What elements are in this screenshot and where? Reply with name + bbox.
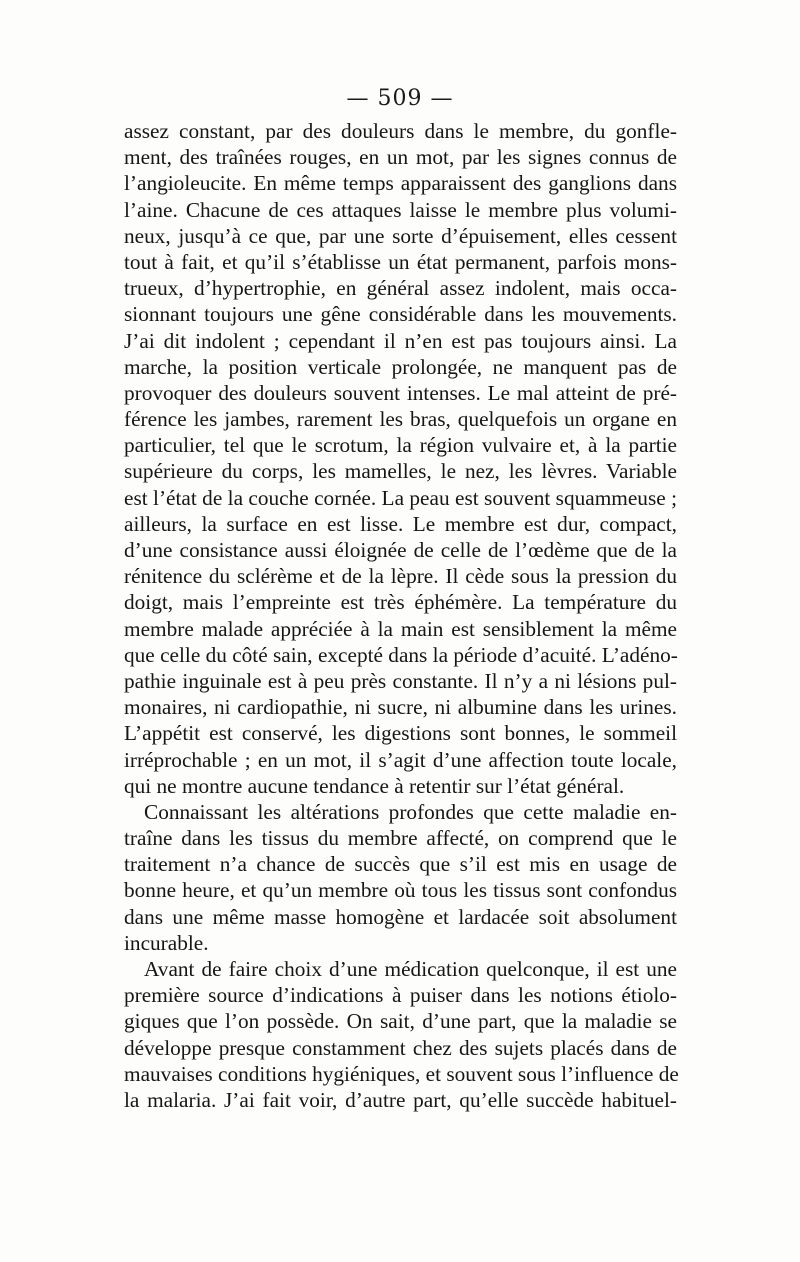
text-line: supérieure du corps, les mamelles, le nez, les lèvres. Variable [124, 459, 677, 484]
text-line: tout à fait, et qu’il s’établisse un état permanent, parfois mons- [124, 249, 677, 274]
text-line: J’ai dit indolent ; cependant il n’en est pas toujours ainsi. La [124, 328, 677, 353]
text-line: giques que l’on possède. On sait, d’une part, que la maladie se [124, 1009, 677, 1034]
text-line: l’angioleucite. En même temps apparaissent des ganglions dans [124, 171, 677, 196]
text-line: pathie inguinale est à peu près constante. Il n’y a ni lésions pul- [124, 668, 677, 693]
text-line: ailleurs, la surface en est lisse. Le membre est dur, compact, [124, 511, 677, 536]
text-line: que celle du côté sain, excepté dans la période d’acuité. L’adéno- [124, 642, 678, 667]
text-line: première source d’indications à puiser dans les notions étiolo- [124, 983, 677, 1008]
text-line: trueux, d’hypertrophie, en général assez indolent, mais occa- [124, 276, 677, 301]
text-line: traîne dans les tissus du membre affecté, on comprend que le [124, 826, 677, 851]
text-line: marche, la position verticale prolongée, ne manquent pas de [124, 354, 677, 379]
text-line: irréprochable ; en un mot, il s’agit d’une affection toute locale, [124, 747, 677, 772]
text-line: rénitence du sclérème et de la lèpre. Il cède sous la pression du [124, 564, 677, 589]
text-line: mauvaises conditions hygiéniques, et souvent sous l’influence de [124, 1061, 679, 1086]
body-text [124, 118, 677, 1113]
text-line: qui ne montre aucune tendance à retentir sur l’état général. [124, 773, 625, 798]
text-line: est l’état de la couche cornée. La peau est souvent squammeuse ; [124, 485, 677, 510]
text-line: doigt, mais l’empreinte est très éphémère. La température du [124, 590, 677, 615]
text-line: férence les jambes, rarement les bras, quelquefois un organe en [124, 407, 677, 432]
text-line: traitement n’a chance de succès que s’il est mis en usage de [124, 852, 677, 877]
text-line: particulier, tel que le scrotum, la région vulvaire et, à la partie [124, 433, 677, 458]
text-line: membre malade appréciée à la main est sensiblement la même [124, 616, 677, 641]
text-line: L’appétit est conservé, les digestions sont bonnes, le sommeil [124, 721, 677, 746]
text-line: l’aine. Chacune de ces attaques laisse le membre plus volumi- [124, 197, 677, 222]
page-number: — 509 — [346, 86, 454, 111]
text-line: dans une même masse homogène et lardacée soit absolument [124, 904, 677, 929]
text-line: Connaissant les altérations profondes que cette maladie en- [144, 799, 677, 824]
text-line: ment, des traînées rouges, en un mot, par les signes connus de [124, 145, 677, 170]
text-line: monaires, ni cardiopathie, ni sucre, ni albumine dans les urines. [124, 695, 677, 720]
text-line: assez constant, par des douleurs dans le membre, du gonfle- [124, 119, 677, 143]
text-line: d’une consistance aussi éloignée de celle de l’œdème que de la [124, 538, 677, 562]
text-line: provoquer des douleurs souvent intenses. Le mal atteint de pré- [124, 380, 677, 405]
text-line: la malaria. J’ai fait voir, d’autre part, qu’elle succède habituel- [124, 1087, 677, 1112]
text-line: Avant de faire choix d’une médication quelconque, il est une [144, 957, 677, 981]
text-line: bonne heure, et qu’un membre où tous les tissus sont confondus [124, 878, 677, 903]
text-line: sionnant toujours une gêne considérable dans les mouvements. [124, 302, 677, 327]
text-line: incurable. [124, 930, 209, 955]
text-line: neux, jusqu’à ce que, par une sorte d’épuisement, elles cessent [124, 223, 677, 248]
text-line: développe presque constamment chez des sujets placés dans de [124, 1035, 677, 1060]
